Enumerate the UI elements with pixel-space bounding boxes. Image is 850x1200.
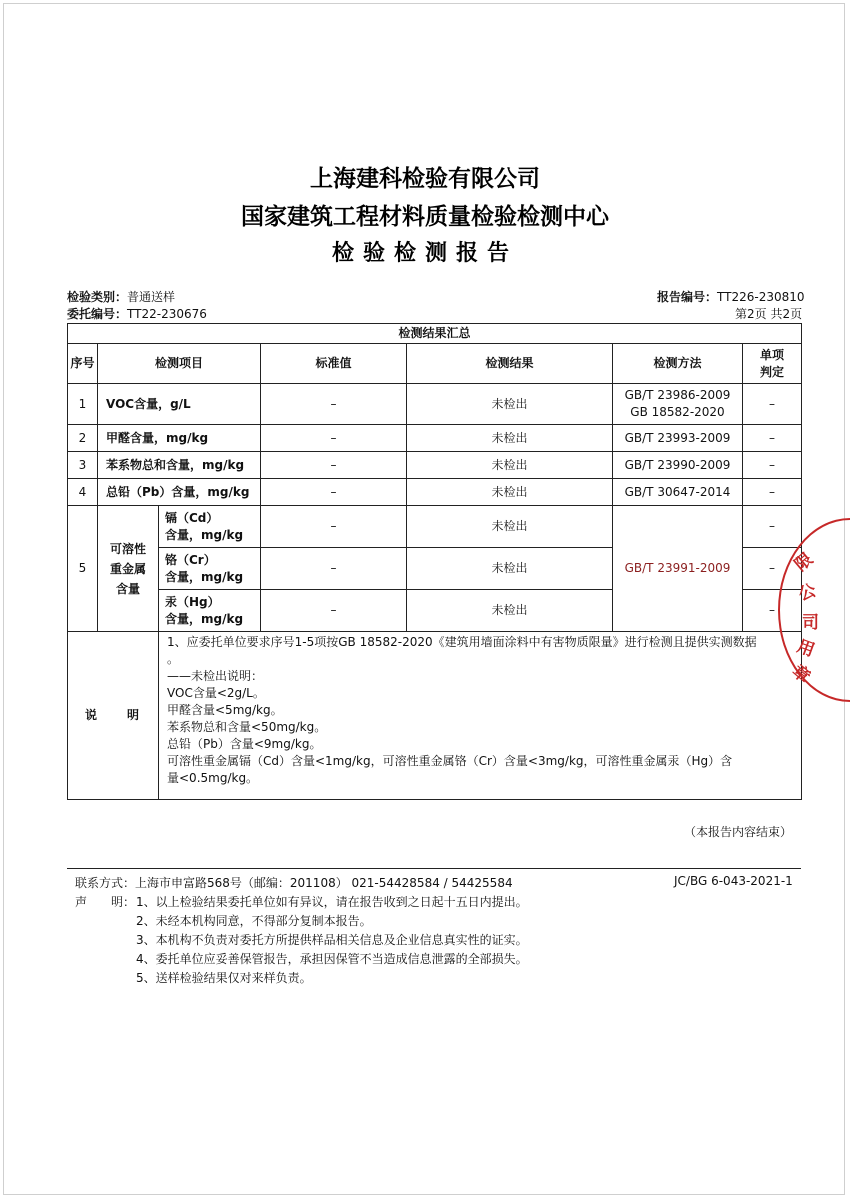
header-judgement-line2: 判定 (760, 364, 785, 379)
declaration-item: 1、以上检验结果委托单位如有异议，请在报告收到之日起十五日内提出。 (136, 895, 528, 909)
sub-item-line2: 含量，mg/kg (165, 527, 244, 542)
row-result: 未检出 (407, 590, 613, 632)
header-result: 检测结果 (407, 344, 613, 384)
note-line: 苯系物总和含量<50mg/kg。 (167, 720, 327, 734)
table-header-row (68, 344, 802, 384)
header-item: 检测项目 (98, 344, 261, 384)
header-no: 序号 (68, 344, 98, 384)
notes-label: 说 明 (68, 632, 159, 800)
seal-char: 用 (794, 636, 818, 662)
row-result: 未检出 (407, 548, 613, 590)
row-standard: – (261, 590, 407, 632)
row-judgement: – (743, 479, 802, 506)
report-end-text: （本报告内容结束） (684, 825, 793, 839)
row-judgement: – (743, 384, 802, 425)
row-result: 未检出 (407, 506, 613, 548)
row5-group-line2: 重金属 (109, 561, 146, 576)
report-number (657, 288, 805, 305)
results-table (67, 323, 802, 800)
inspection-type-label: 检验类别： (67, 290, 128, 304)
row5-sub-item (159, 548, 261, 590)
row-method: GB/T 23993-2009 (613, 425, 743, 452)
sub-item-line1: 铬（Cr） (165, 552, 216, 567)
row-judgement: – (743, 425, 802, 452)
row-standard: – (261, 384, 407, 425)
row5-group-line1: 可溶性 (109, 541, 146, 556)
header-method: 检测方法 (613, 344, 743, 384)
row-standard: – (261, 548, 407, 590)
footer-divider (67, 868, 801, 869)
row-judgement: – (743, 452, 802, 479)
center-name: 国家建筑工程材料质量检验检测中心 (241, 204, 609, 230)
table-row (68, 452, 802, 479)
report-number-value: TT226-230810 (717, 290, 805, 304)
declaration-item: 5、送样检验结果仅对来样负责。 (136, 971, 312, 985)
note-line: 甲醛含量<5mg/kg。 (167, 703, 283, 717)
row-standard: – (261, 425, 407, 452)
row-item: 甲醛含量，mg/kg (98, 425, 261, 452)
row-judgement: – (743, 548, 802, 590)
row5-group (98, 506, 159, 632)
seal-char: 限 (791, 549, 818, 576)
row-method-line1: GB/T 23986-2009 (624, 388, 731, 402)
row-standard: – (261, 479, 407, 506)
commission-number-label: 委托编号： (67, 307, 128, 321)
row-standard: – (261, 452, 407, 479)
row-result: 未检出 (407, 479, 613, 506)
row-method: GB/T 23990-2009 (613, 452, 743, 479)
commission-number-value: TT22-230676 (127, 307, 207, 321)
seal-char: 公 (795, 580, 819, 606)
row5-no: 5 (68, 506, 98, 632)
inspection-type-value: 普通送样 (127, 290, 176, 304)
row-judgement: – (743, 590, 802, 632)
seal-char: 章 (787, 661, 814, 688)
row5-method: GB/T 23991-2009 (613, 506, 743, 632)
row-judgement: – (743, 506, 802, 548)
row-item: VOC含量，g/L (98, 384, 261, 425)
contact-info: 联系方式：上海市申富路568号（邮编：201108） 021-54428584 / 54425584 (75, 876, 513, 890)
note-line: VOC含量<2g/L。 (167, 686, 265, 700)
row5-sub-item (159, 590, 261, 632)
row-result: 未检出 (407, 452, 613, 479)
inspection-type (67, 288, 175, 305)
row-result: 未检出 (407, 384, 613, 425)
row-item: 总铅（Pb）含量，mg/kg (98, 479, 261, 506)
header-judgement (743, 344, 802, 384)
document-code: JC/BG 6-043-2021-1 (674, 874, 793, 888)
header-standard: 标准值 (261, 344, 407, 384)
row-result: 未检出 (407, 425, 613, 452)
note-line: 1、应委托单位要求序号1-5项按GB 18582-2020《建筑用墙面涂料中有害物质限量》进行检测且提供实测数据 (167, 635, 757, 649)
note-line: ——未检出说明： (167, 669, 264, 683)
seal-char: 司 (802, 613, 819, 633)
row-item: 苯系物总和含量，mg/kg (98, 452, 261, 479)
declarations (136, 893, 528, 988)
sub-item-line2: 含量，mg/kg (165, 569, 244, 584)
note-line: 量<0.5mg/kg。 (167, 771, 259, 785)
declaration-item: 4、委托单位应妥善保管报告，承担因保管不当造成信息泄露的全部损失。 (136, 952, 528, 966)
table-row (68, 425, 802, 452)
sub-item-line1: 汞（Hg） (165, 594, 220, 609)
note-line: 。 (167, 652, 180, 666)
sub-item-line2: 含量，mg/kg (165, 611, 244, 626)
table-row (68, 479, 802, 506)
notes-row (68, 632, 802, 800)
row5-sub-item (159, 506, 261, 548)
commission-number (67, 305, 207, 322)
notes-content (159, 632, 802, 800)
header-judgement-line1: 单项 (760, 347, 785, 362)
note-line: 总铅（Pb）含量<9mg/kg。 (167, 737, 322, 751)
row-method (613, 384, 743, 425)
row-standard: – (261, 506, 407, 548)
row-method: GB/T 30647-2014 (613, 479, 743, 506)
row-no: 1 (68, 384, 98, 425)
declaration-item: 2、未经本机构同意，不得部分复制本报告。 (136, 914, 372, 928)
row5-group-line3: 含量 (115, 581, 140, 596)
page-info: 第2页 共2页 (735, 307, 803, 321)
row-no: 3 (68, 452, 98, 479)
row-method-line2: GB 18582-2020 (630, 405, 725, 419)
table-row (68, 384, 802, 425)
table-caption: 检测结果汇总 (68, 324, 802, 344)
row-no: 2 (68, 425, 98, 452)
note-line: 可溶性重金属镉（Cd）含量<1mg/kg，可溶性重金属铬（Cr）含量<3mg/kg，可溶性重金属汞（Hg）含 (167, 754, 733, 768)
declaration-label: 声 明： (75, 895, 136, 909)
sub-item-line1: 镉（Cd） (165, 510, 219, 525)
table-row-heavy-metal (68, 506, 802, 548)
row-no: 4 (68, 479, 98, 506)
report-number-label: 报告编号： (657, 290, 718, 304)
declaration-item: 3、本机构不负责对委托方所提供样品相关信息及企业信息真实性的证实。 (136, 933, 528, 947)
report-title: 检验检测报告 (331, 241, 518, 266)
company-name: 上海建科检验有限公司 (310, 166, 540, 192)
